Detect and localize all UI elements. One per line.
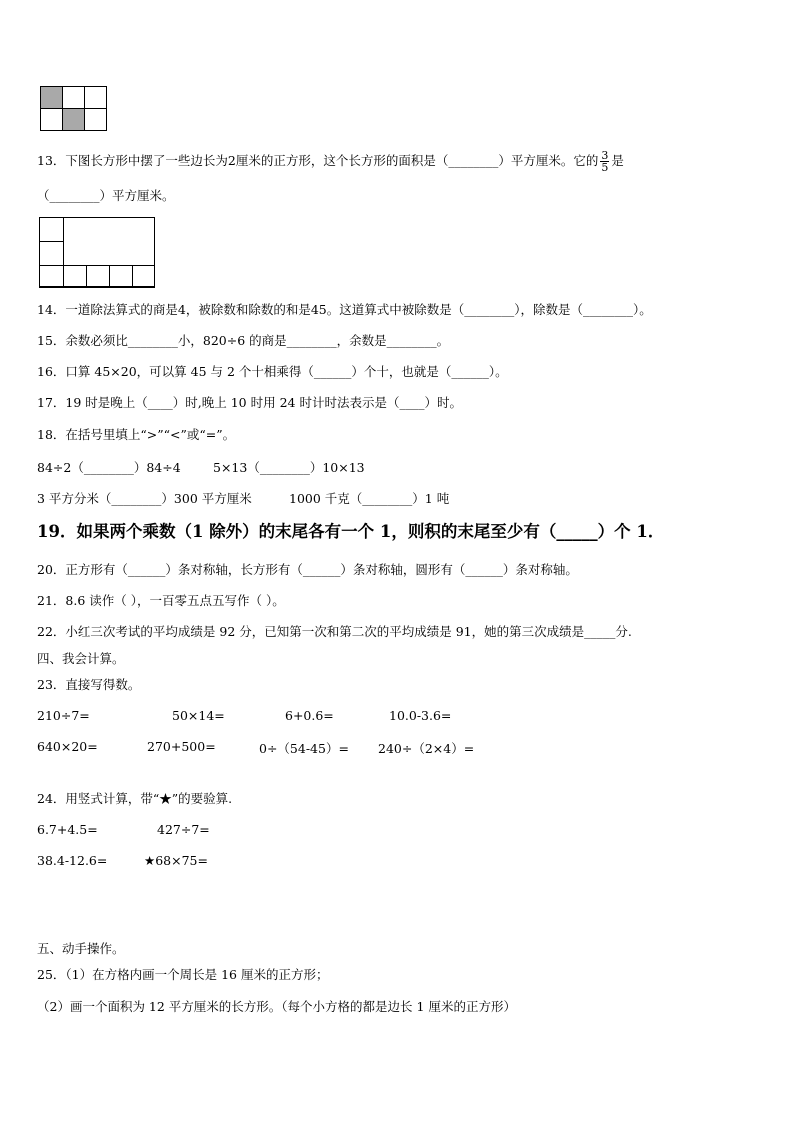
question-25-part-2: （2）画一个面积为 12 平方厘米的长方形。（每个小方格的都是边长 1 厘米的正方形）	[37, 999, 516, 1014]
grid-cell	[62, 86, 85, 109]
compare-item: 1000 千克（________）1 吨	[289, 491, 450, 506]
square	[63, 265, 87, 288]
question-22: 22．小红三次考试的平均成绩是 92 分，已知第一次和第二次的平均成绩是 91，她的第三次成绩是_____分.	[37, 624, 632, 639]
grid-cell-shaded	[40, 86, 63, 109]
calc-item: 240÷（2×4）=	[378, 741, 475, 756]
vertical-calc-item: 6.7+4.5=	[37, 822, 98, 837]
grid-cell	[84, 86, 107, 109]
question-13-text: 13．下图长方形中摆了一些边长为2厘米的正方形，这个长方形的面积是（________）平方厘米。它的	[37, 153, 599, 168]
square	[132, 265, 155, 288]
grid-cell-shaded	[62, 108, 85, 131]
square	[39, 265, 64, 288]
question-23-title: 23．直接写得数。	[37, 677, 141, 692]
grid-cell	[84, 108, 107, 131]
question-18-title: 18．在括号里填上“>”“<”或“=”。	[37, 427, 236, 442]
square	[86, 265, 110, 288]
grid-cell	[40, 108, 63, 131]
section-5-heading: 五、动手操作。	[37, 941, 125, 956]
question-25-part-1: 25．（1）在方格内画一个周长是 16 厘米的正方形；	[37, 967, 329, 982]
square	[109, 265, 133, 288]
question-21: 21．8.6 读作（ ），一百零五点五写作（ ）。	[37, 593, 285, 608]
calc-item: 6+0.6=	[285, 708, 334, 723]
compare-item: 5×13（________）10×13	[213, 460, 365, 475]
fraction-denominator: 5	[601, 161, 609, 174]
vertical-calc-item: ★68×75=	[144, 853, 208, 868]
compare-item: 3 平方分米（________）300 平方厘米	[37, 491, 252, 506]
square	[39, 217, 64, 242]
calc-item: 640×20=	[37, 739, 98, 754]
section-4-heading: 四、我会计算。	[37, 651, 125, 666]
compare-item: 84÷2（________）84÷4	[37, 460, 181, 475]
calc-item: 210÷7=	[37, 708, 90, 723]
vertical-calc-item: 38.4-12.6=	[37, 853, 108, 868]
square	[39, 241, 64, 266]
calc-item: 270+500=	[147, 739, 216, 754]
question-15: 15．余数必须比________小，820÷6 的商是________，余数是________。	[37, 333, 450, 348]
calc-item: 50×14=	[172, 708, 225, 723]
question-24-title: 24．用竖式计算，带“★”的要验算.	[37, 791, 233, 806]
question-13-line-1	[37, 150, 624, 173]
fraction-numerator: 3	[601, 149, 609, 162]
calc-item: 0÷（54-45）=	[259, 741, 349, 756]
question-14: 14．一道除法算式的商是4，被除数和除数的和是45。这道算式中被除数是（________），除数是（________）。	[37, 302, 652, 317]
question-19: 19．如果两个乘数（1 除外）的末尾各有一个 1，则积的末尾至少有（_____）个 1．	[37, 522, 665, 541]
question-16: 16．口算 45×20，可以算 45 与 2 个十相乘得（______）个十，也就是（______）。	[37, 364, 508, 379]
fraction-three-fifths	[600, 150, 609, 173]
rectangle-with-squares-figure	[39, 217, 155, 287]
question-13-line-2: （________）平方厘米。	[37, 188, 175, 203]
shaded-grid-figure	[40, 86, 106, 130]
question-17: 17．19 时是晚上（____）时,晚上 10 时用 24 时计时法表示是（____）时。	[37, 395, 462, 410]
question-20: 20．正方形有（______）条对称轴，长方形有（______）条对称轴，圆形有（______）条对称轴。	[37, 562, 578, 577]
calc-item: 10.0-3.6=	[389, 708, 452, 723]
vertical-calc-item: 427÷7=	[157, 822, 210, 837]
question-13-text-end: 是	[611, 153, 624, 168]
